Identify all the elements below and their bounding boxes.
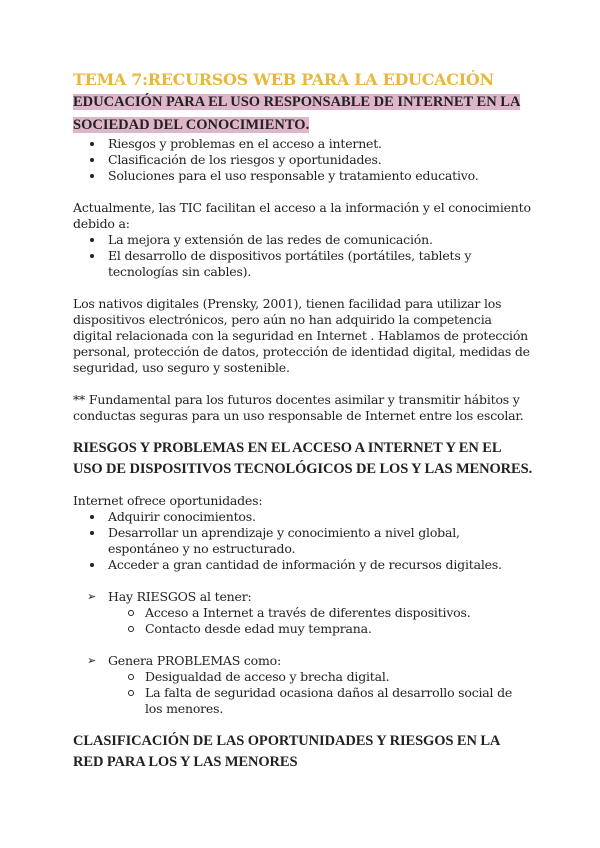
list-item: Acceder a gran cantidad de información y de recursos digitales. <box>73 557 533 573</box>
list-item: La mejora y extensión de las redes de comunicación. <box>73 232 533 248</box>
oportunidades-bullet-list <box>73 509 533 573</box>
list-item: La falta de seguridad ocasiona daños al desarrollo social de los menores. <box>73 685 533 717</box>
arrow-list-item-riesgos <box>73 589 533 605</box>
document-page <box>73 70 533 773</box>
arrow-item-label: Hay RIESGOS al tener: <box>108 589 252 604</box>
list-item: Clasificación de los riesgos y oportunidades. <box>73 152 533 168</box>
page-title: TEMA 7:RECURSOS WEB PARA LA EDUCACIÓN <box>73 70 494 89</box>
list-item: Soluciones para el uso responsable y tratamiento educativo. <box>73 168 533 184</box>
list-item: Contacto desde edad muy temprana. <box>73 621 533 637</box>
list-item: Desarrollar un aprendizaje y conocimiento a nivel global, espontáneo y no estructurado. <box>73 525 533 557</box>
arrow-bullet-icon: ➢ <box>87 590 97 603</box>
paragraph-oportunidades: Internet ofrece oportunidades: <box>73 493 263 508</box>
subtitle-wrap <box>73 90 533 136</box>
section-heading-riesgos: RIESGOS Y PROBLEMAS EN EL ACCESO A INTERNET Y EN EL USO DE DISPOSITIVOS TECNOLÓGICOS DE LOS Y LAS MENORES. <box>73 440 533 477</box>
list-item: Riesgos y problemas en el acceso a internet. <box>73 136 533 152</box>
riesgos-sub-list <box>73 605 533 637</box>
list-item: Acceso a Internet a través de diferentes dispositivos. <box>73 605 533 621</box>
arrow-bullet-icon: ➢ <box>87 654 97 667</box>
arrow-item-label: Genera PROBLEMAS como: <box>108 653 281 668</box>
section-heading-clasificacion: CLASIFICACIÓN DE LAS OPORTUNIDADES Y RIESGOS EN LA RED PARA LOS Y LAS MENORES <box>73 733 500 770</box>
problemas-sub-list <box>73 669 533 717</box>
highlighted-subtitle: EDUCACIÓN PARA EL USO RESPONSABLE DE INTERNET EN LA SOCIEDAD DEL CONOCIMIENTO. <box>73 94 521 133</box>
list-item: Adquirir conocimientos. <box>73 509 533 525</box>
arrow-list-item-problemas <box>73 653 533 669</box>
intro-bullet-list <box>73 136 533 184</box>
list-item: Desigualdad de acceso y brecha digital. <box>73 669 533 685</box>
paragraph-tic: Actualmente, las TIC facilitan el acceso a la información y el conocimiento debido a: <box>73 200 531 231</box>
paragraph-docentes: ** Fundamental para los futuros docentes asimilar y transmitir hábitos y conductas seguras para un uso responsable de Internet entre los escolar. <box>73 392 524 423</box>
paragraph-nativos: Los nativos digitales (Prensky, 2001), tienen facilidad para utilizar los dispositivos electrónicos, pero aún no han adquirido la competencia digital relacionada con la seguridad en Internet . Hablamos de protección personal, protección de datos, protección de identidad digital, medidas de seguridad, uso seguro y sostenible. <box>73 296 530 375</box>
tic-bullet-list <box>73 232 533 280</box>
list-item: El desarrollo de dispositivos portátiles (portátiles, tablets y tecnologías sin cables). <box>73 248 533 280</box>
